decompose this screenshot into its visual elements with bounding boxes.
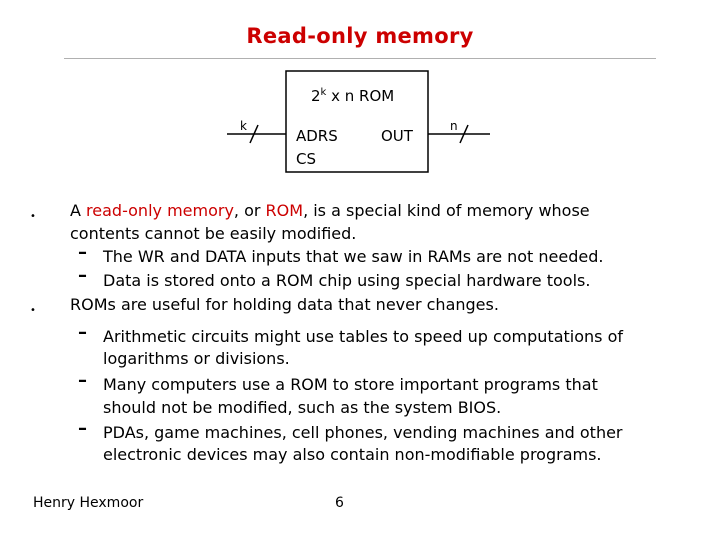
sub-bullet-1: The WR and DATA inputs that we saw in RAMs are not needed.	[103, 247, 604, 266]
term-rom: ROM	[265, 201, 304, 220]
sub-bullet-dash: –	[78, 322, 87, 343]
input-width-label: k	[240, 119, 247, 133]
sub-bullet-dash: –	[78, 370, 87, 391]
page-number: 6	[335, 495, 344, 511]
bullet-dot: •	[30, 305, 36, 316]
output-width-label: n	[450, 119, 458, 133]
bullet-1-line-2: contents cannot be easily modified.	[70, 224, 357, 243]
cs-pin-label: CS	[296, 150, 316, 168]
term-read-only-memory: read-only memory	[86, 201, 234, 220]
sub-bullet-5-line-2: electronic devices may also contain non-modifiable programs.	[103, 445, 602, 464]
slide-title: Read-only memory	[246, 24, 474, 48]
sub-bullet-2: Data is stored onto a ROM chip using special hardware tools.	[103, 271, 591, 290]
bullet-2: ROMs are useful for holding data that never changes.	[70, 295, 499, 314]
rom-block-diagram	[0, 0, 720, 200]
sub-bullet-5-line-1: PDAs, game machines, cell phones, vending machines and other	[103, 423, 623, 442]
adrs-pin-label: ADRS	[296, 127, 338, 145]
sub-bullet-dash: –	[78, 265, 87, 286]
sub-bullet-4-line-1: Many computers use a ROM to store important programs that	[103, 375, 598, 394]
sub-bullet-dash: –	[78, 242, 87, 263]
out-pin-label: OUT	[381, 127, 413, 145]
bullet-1-line-1: A read-only memory, or ROM, is a special kind of memory whose	[70, 201, 590, 220]
footer-author: Henry Hexmoor	[33, 495, 144, 511]
sub-bullet-4-line-2: should not be modified, such as the system BIOS.	[103, 398, 502, 417]
sub-bullet-dash: –	[78, 418, 87, 439]
bullet-dot: •	[30, 211, 36, 222]
sub-bullet-3-line-2: logarithms or divisions.	[103, 349, 290, 368]
rom-size-label: 2$^k$ x n ROM	[311, 87, 395, 105]
sub-bullet-3-line-1: Arithmetic circuits might use tables to speed up computations of	[103, 327, 623, 346]
